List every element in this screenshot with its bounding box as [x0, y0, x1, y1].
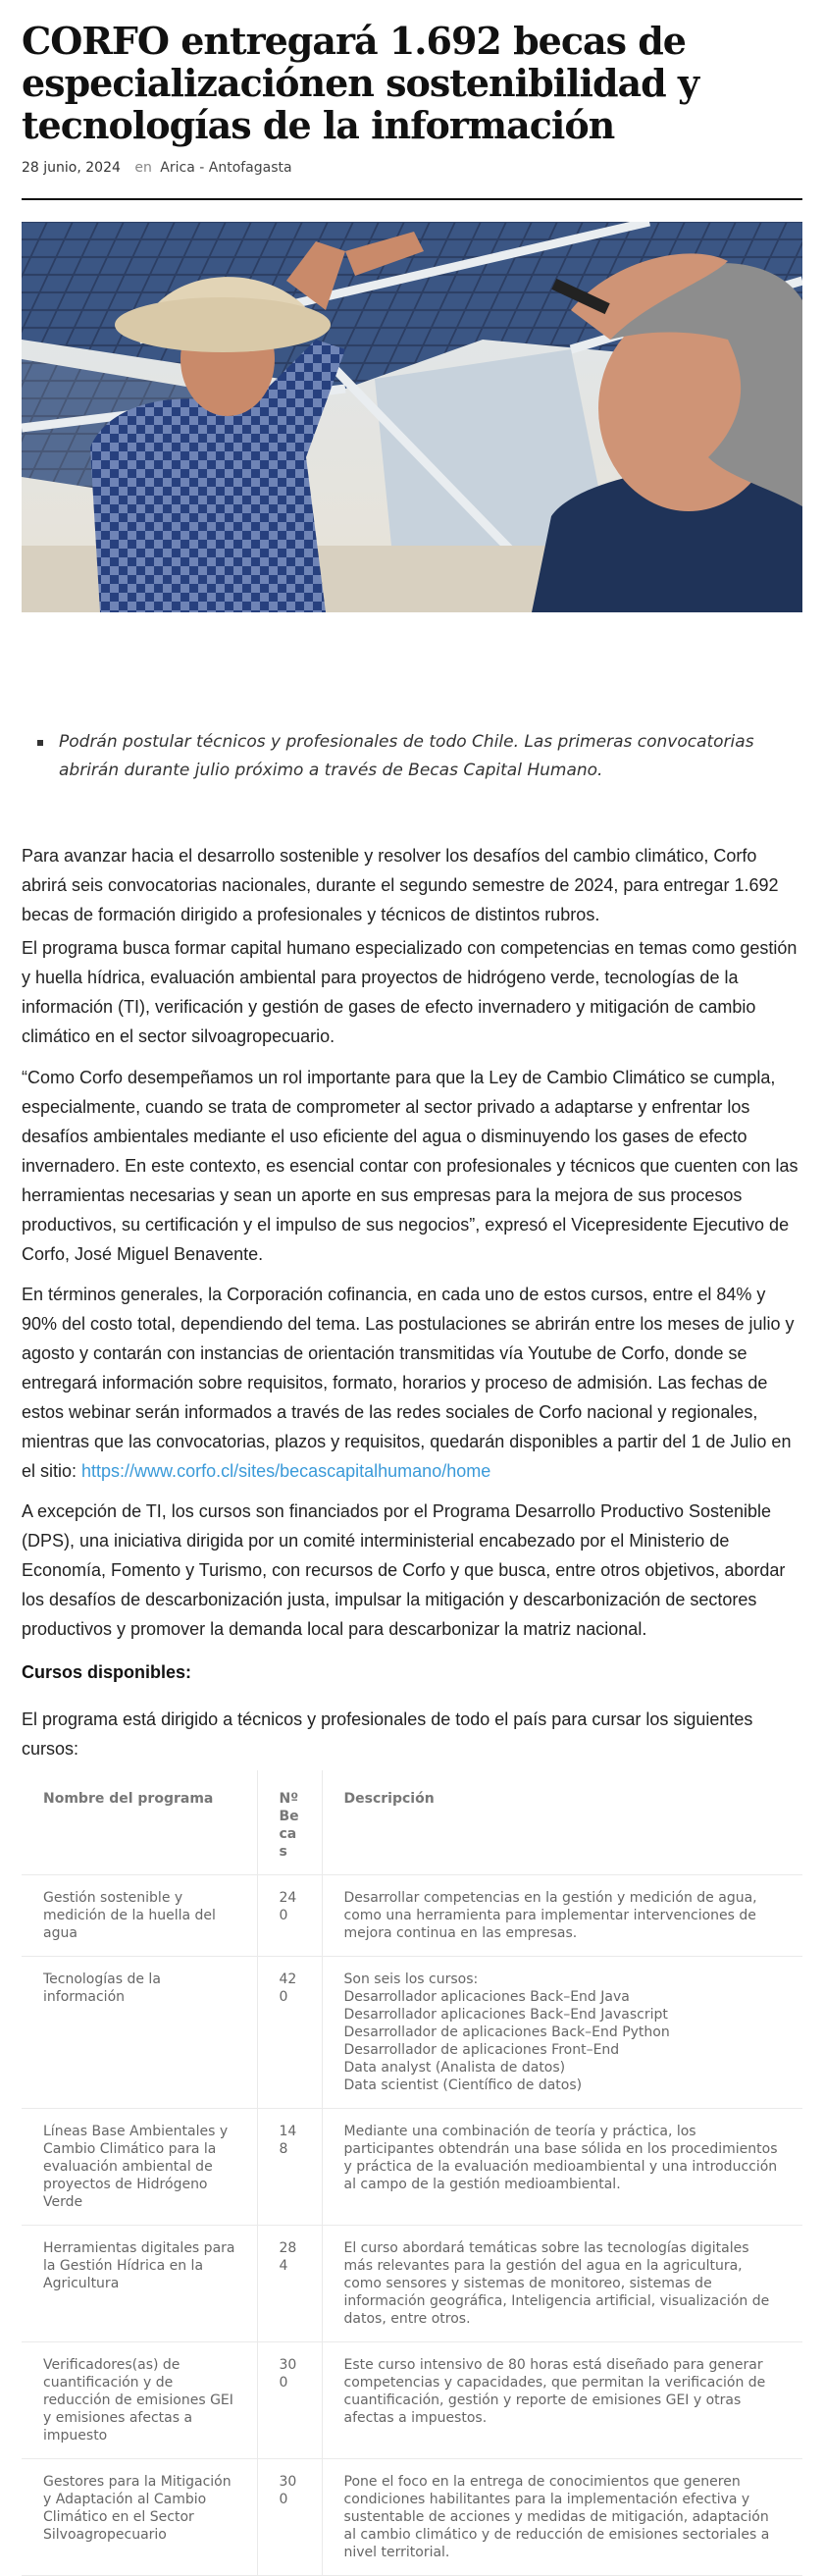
becas-capital-humano-link[interactable]: https://www.corfo.cl/sites/becascapitalhumano/home: [81, 1461, 491, 1481]
program-description: Este curso intensivo de 80 horas está diseñado para generar competencias y capacidades, que permitan la verificación de cuantificación, gestión y reporte de emisiones GEI y otras afectas a impuestos.: [322, 2342, 802, 2459]
header-program: Nombre del programa: [22, 1770, 257, 1875]
program-description: El curso abordará temáticas sobre las tecnologías digitales más relevantes para la gestión del agua en la agricultura, como sensores y sistemas de monitoreo, sistemas de información geográfica, Inteligencia artificial, visualización de datos, entre otros.: [322, 2226, 802, 2342]
table-row: [22, 2459, 802, 2576]
table-header-row: [22, 1770, 802, 1875]
table-row: [22, 1957, 802, 2109]
program-description: Mediante una combinación de teoría y práctica, los participantes obtendrán una base sólida en los procedimientos y práctica de la evaluación medioambiental y una introducción al campo de la gestión medioambiental.: [322, 2109, 802, 2226]
courses-heading-text: Cursos disponibles:: [22, 1662, 192, 1682]
header-description: Descripción: [322, 1770, 802, 1875]
program-name: Gestión sostenible y medición de la huella del agua: [22, 1875, 257, 1957]
table-row: [22, 1875, 802, 1957]
paragraph-2: El programa busca formar capital humano especializado con competencias en temas como gestión y huella hídrica, evaluación ambiental para proyectos de hidrógeno verde, tecnologías de la información (TI), verificación y gestión de gases de efecto invernadero y mitigación de cambio climático en el sector silvoagropecuario.: [22, 938, 798, 1046]
article-meta: [22, 160, 292, 176]
paragraph-1: Para avanzar hacia el desarrollo sostenible y resolver los desafíos del cambio climático, Corfo abrirá seis convocatorias nacionales, durante el segundo semestre de 2024, para entregar 1.692 becas de formación dirigido a profesionales y técnicos de distintos rubros.: [22, 846, 779, 924]
program-description: Desarrollar competencias en la gestión y medición de agua, como una herramienta para implementar intervenciones de mejora continua en las empresas.: [322, 1875, 802, 1957]
article-title: CORFO entregará 1.692 becas de especializaciónen sostenibilidad y tecnologías de la información: [22, 19, 699, 147]
courses-heading: [22, 1657, 802, 1687]
article-summary-bullet: Podrán postular técnicos y profesionales de todo Chile. Las primeras convocatorias abrirán durante julio próximo a través de Becas Capital Humano.: [59, 728, 804, 785]
program-description: Pone el foco en la entrega de conocimientos que generen condiciones habilitantes para la implementación efectiva y sustentable de acciones y medidas de mitigación, adaptación al cambio climático y de reducción de emisiones sectoriales a nivel territorial.: [322, 2459, 802, 2576]
category-prefix: en: [134, 160, 152, 176]
solar-panel-workers-image: [22, 222, 802, 612]
becas-count: 300: [257, 2342, 322, 2459]
table-row: [22, 2109, 802, 2226]
paragraph-4-text: En términos generales, la Corporación cofinancia, en cada uno de estos cursos, entre el 84% y 90% del costo total, dependiendo del tema. Las postulaciones se abrirán entre los meses de julio y agosto y contarán con instancias de orientación transmitidas vía Youtube de Corfo, donde se entregará información sobre requisitos, formato, horarios y proceso de admisión. Las fechas de estos webinar serán informados a través de las redes sociales de Corfo nacional y regionales, mientras que las convocatorias, plazos y requisitos, quedarán disponibles a partir del 1 de Julio en el sitio:: [22, 1285, 795, 1481]
becas-count: 420: [257, 1957, 322, 2109]
program-description: Son seis los cursos: Desarrollador aplicaciones Back–End Java Desarrollador aplicaciones Back–End Javascript Desarrollador de aplicaciones Back–End Python Desarrollador de aplicaciones Front–End Data analyst (Analista de datos) Data scientist (Científico de datos): [322, 1957, 802, 2109]
header-becas: Nº Becas: [257, 1770, 322, 1875]
category-link[interactable]: Arica - Antofagasta: [160, 160, 292, 176]
publish-date: 28 junio, 2024: [22, 160, 121, 176]
program-name: Líneas Base Ambientales y Cambio Climático para la evaluación ambiental de proyectos de Hidrógeno Verde: [22, 2109, 257, 2226]
courses-table: [22, 1770, 802, 2576]
title-divider: [22, 198, 802, 200]
program-name: Gestores para la Mitigación y Adaptación al Cambio Climático en el Sector Silvoagropecuario: [22, 2459, 257, 2576]
table-row: [22, 2342, 802, 2459]
becas-count: 284: [257, 2226, 322, 2342]
program-name: Verificadores(as) de cuantificación y de reducción de emisiones GEI y emisiones afectas a impuesto: [22, 2342, 257, 2459]
paragraph-4: [22, 1280, 802, 1486]
table-row: [22, 2226, 802, 2342]
becas-count: 240: [257, 1875, 322, 1957]
becas-count: 300: [257, 2459, 322, 2576]
program-name: Tecnologías de la información: [22, 1957, 257, 2109]
paragraph-3: “Como Corfo desempeñamos un rol importante para que la Ley de Cambio Climático se cumpla, especialmente, cuando se trata de comprometer al sector privado a adaptarse y enfrentar los desafíos ambientales mediante el uso eficiente del agua o disminuyendo los gases de efecto invernadero. En este contexto, es esencial contar con profesionales y técnicos que cuenten con las herramientas necesarias y sean un aporte en sus empresas para la mejora de sus procesos productivos, su certificación y el impulso de sus negocios”, expresó el Vicepresidente Ejecutivo de Corfo, José Miguel Benavente.: [22, 1068, 798, 1264]
paragraph-5: A excepción de TI, los cursos son financiados por el Programa Desarrollo Productivo Sostenible (DPS), una iniciativa dirigida por un comité interministerial encabezado por el Ministerio de Economía, Fomento y Turismo, con recursos de Corfo y que busca, entre otros objetivos, abordar los desafíos de descarbonización justa, impulsar la mitigación y descarbonización de sectores productivos y promover la demanda local para descarbonizar la matriz nacional.: [22, 1501, 786, 1639]
becas-count: 148: [257, 2109, 322, 2226]
program-name: Herramientas digitales para la Gestión Hídrica en la Agricultura: [22, 2226, 257, 2342]
paragraph-6: El programa está dirigido a técnicos y profesionales de todo el país para cursar los siguientes cursos:: [22, 1709, 753, 1759]
article-photo: [22, 222, 802, 612]
